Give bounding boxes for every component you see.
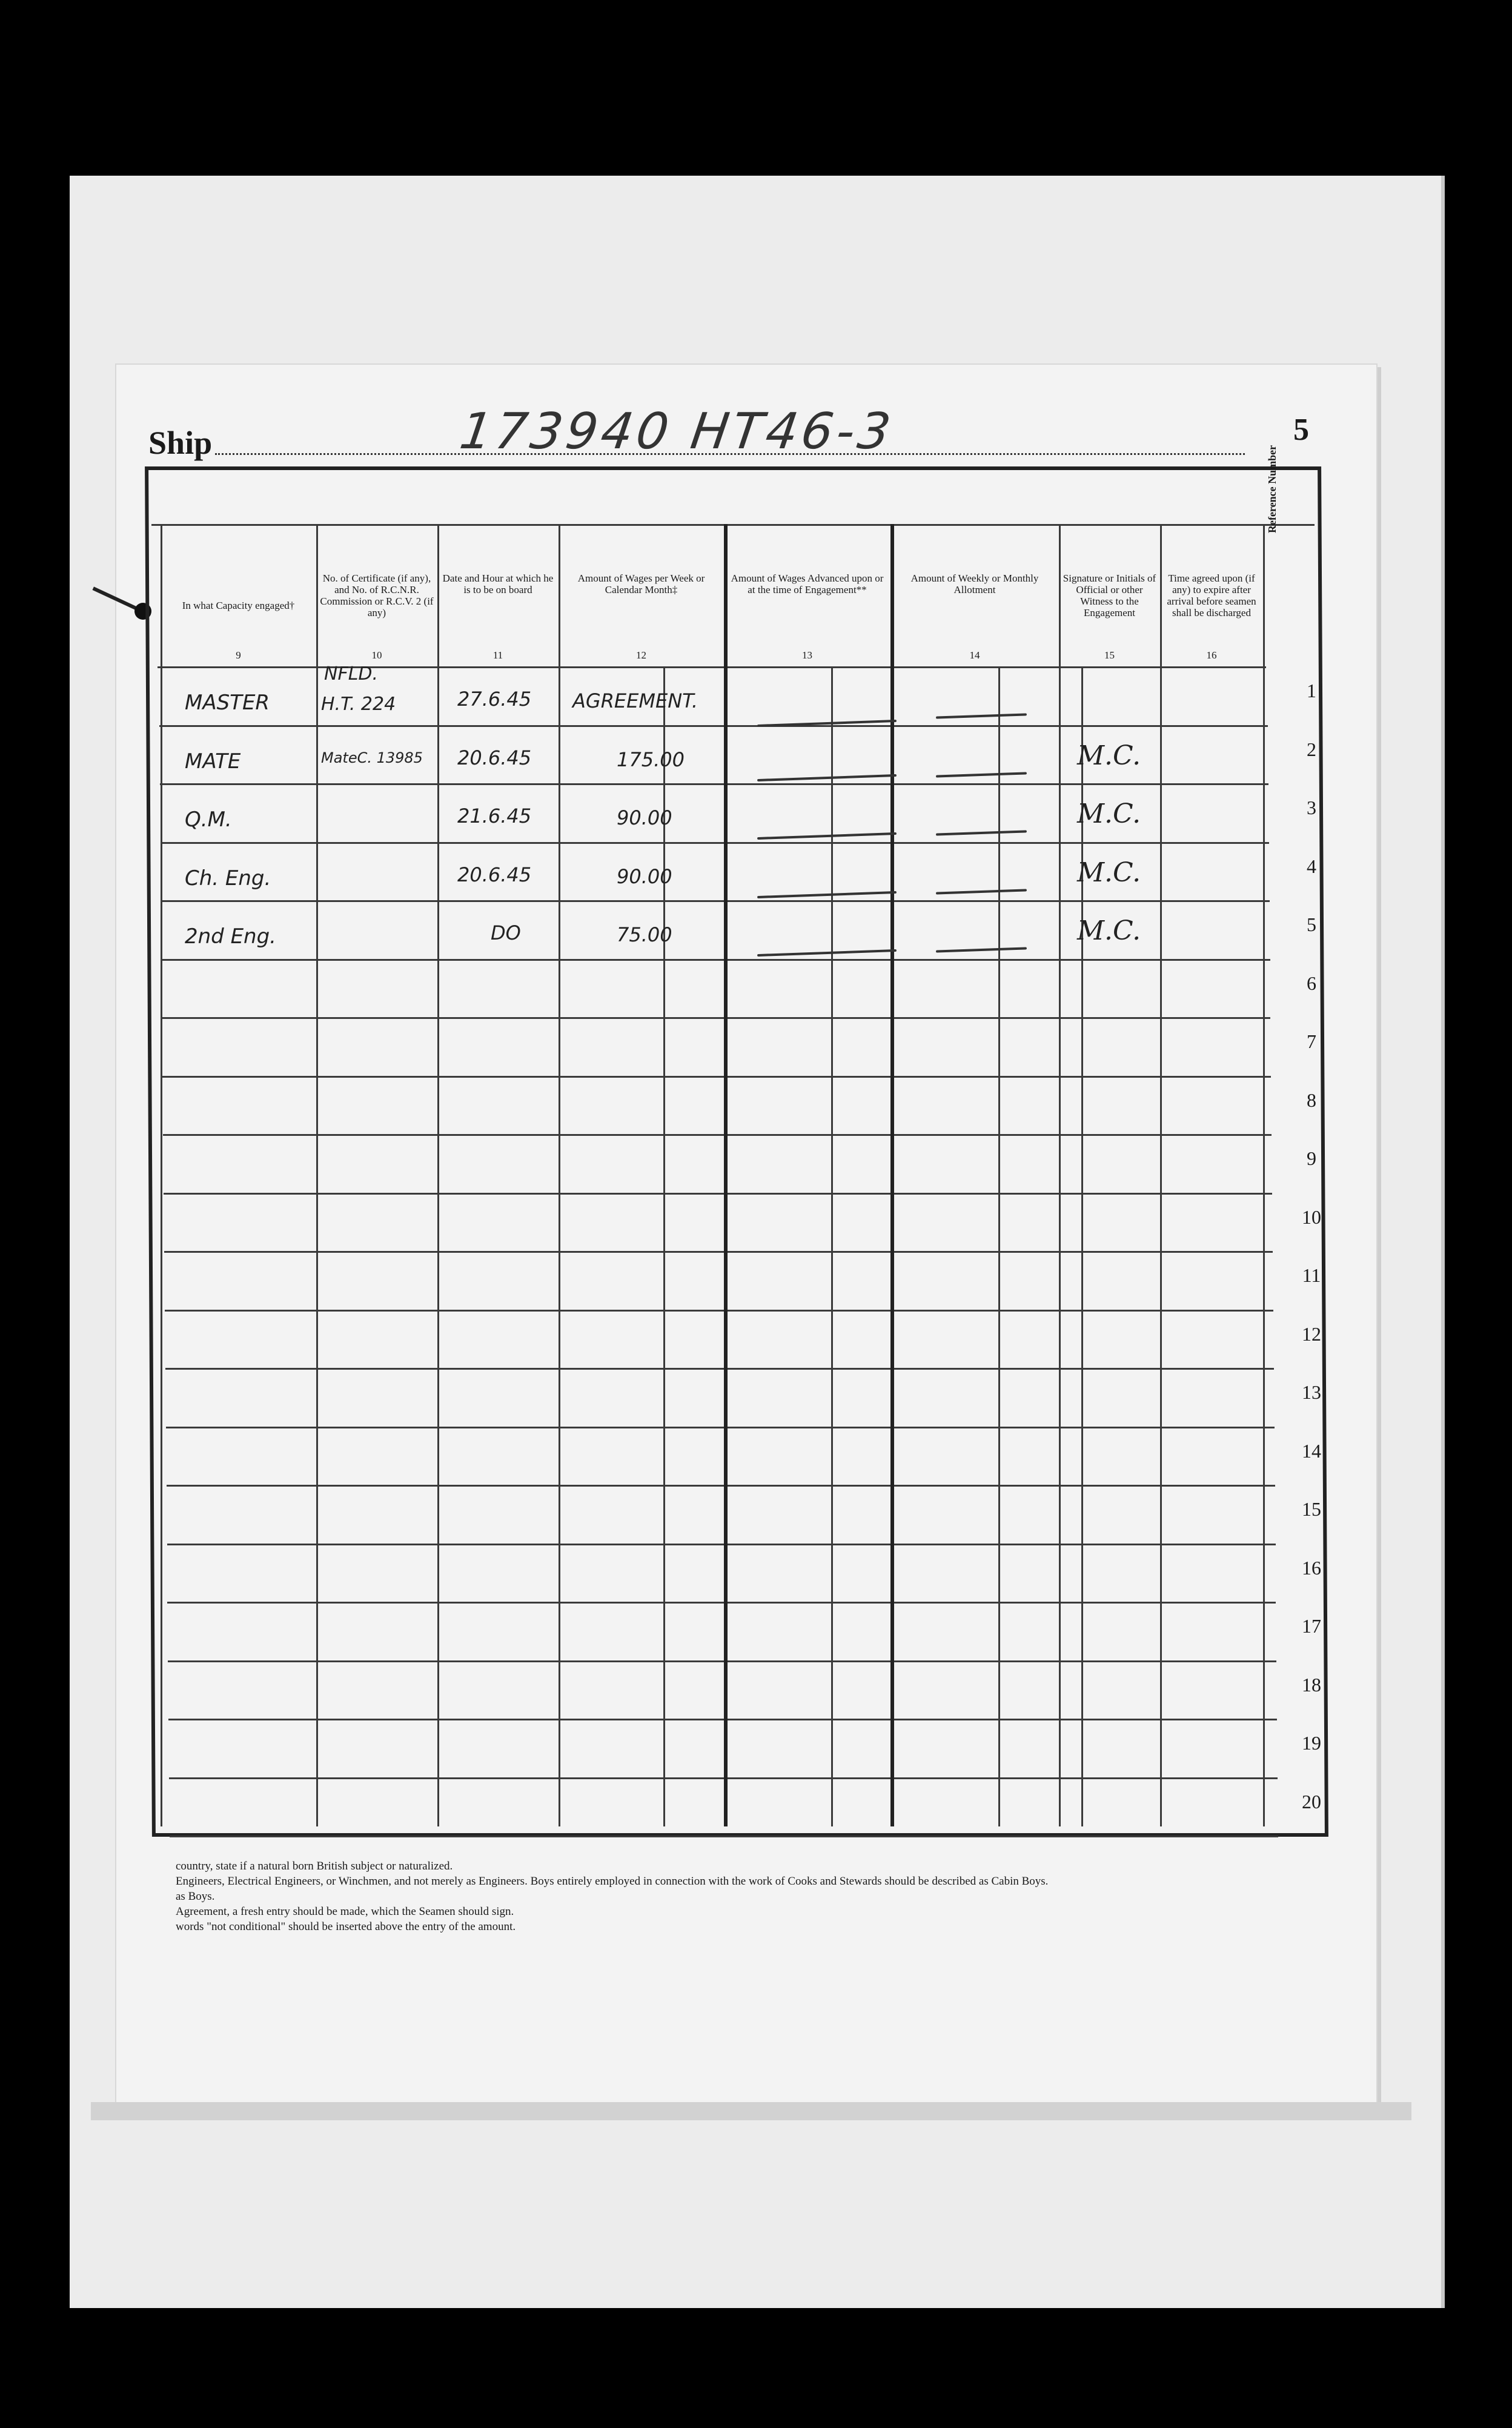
footnote-4: Agreement, a fresh entry should be made, which the Seamen should sign. bbox=[176, 1905, 514, 1918]
reference-number: 1 bbox=[1307, 680, 1316, 702]
row-line bbox=[160, 783, 1268, 785]
reference-number: 4 bbox=[1307, 855, 1316, 877]
reference-number: 19 bbox=[1302, 1732, 1321, 1754]
date-entry: DO bbox=[491, 921, 521, 944]
wages-entry: 175.00 bbox=[617, 748, 685, 771]
reference-number: 9 bbox=[1307, 1147, 1316, 1169]
row-line bbox=[165, 1310, 1273, 1312]
row-line bbox=[170, 1836, 1278, 1837]
header-top-line bbox=[151, 524, 1315, 526]
reference-number: 5 bbox=[1307, 914, 1316, 935]
certificate-entry-line1: NFLD. bbox=[324, 663, 379, 685]
reference-number: 15 bbox=[1302, 1498, 1321, 1520]
date-entry: 20.6.45 bbox=[457, 746, 532, 769]
witness-initials: M.C. bbox=[1077, 798, 1141, 829]
reference-number: 11 bbox=[1302, 1264, 1321, 1286]
reference-number: 18 bbox=[1302, 1673, 1321, 1696]
footnote-5: words "not conditional" should be inserted above the entry of the amount. bbox=[176, 1920, 516, 1933]
footnote-1: country, state if a natural born British subject or naturalized. bbox=[176, 1860, 453, 1872]
column-number: 15 bbox=[1104, 649, 1115, 661]
column-line bbox=[1059, 524, 1061, 1826]
capacity-entry: 2nd Eng. bbox=[185, 924, 276, 949]
date-entry: 27.6.45 bbox=[457, 688, 532, 711]
wages-entry: 90.00 bbox=[617, 864, 672, 888]
column-heading: Amount of Wages per Week or Calendar Month‡ bbox=[577, 572, 705, 595]
column-line bbox=[1160, 524, 1162, 1826]
reference-number: 3 bbox=[1307, 797, 1316, 818]
reference-number-label: Reference Number bbox=[1266, 445, 1278, 533]
sub-column-line bbox=[998, 666, 1000, 1826]
witness-initials: M.C. bbox=[1077, 915, 1141, 946]
capacity-entry: MATE bbox=[185, 749, 241, 774]
capacity-entry: Q.M. bbox=[185, 808, 232, 832]
row-line bbox=[164, 1193, 1272, 1195]
row-line bbox=[167, 1485, 1275, 1487]
column-number: 11 bbox=[492, 649, 503, 661]
sub-column-line bbox=[831, 666, 833, 1826]
row-line bbox=[159, 725, 1268, 727]
row-line bbox=[168, 1719, 1277, 1720]
reference-number: 2 bbox=[1307, 738, 1316, 760]
column-number: 16 bbox=[1206, 649, 1217, 661]
witness-initials: M.C. bbox=[1077, 857, 1141, 888]
crew-table-frame bbox=[145, 466, 1328, 1837]
date-entry: 21.6.45 bbox=[457, 804, 532, 828]
row-line bbox=[161, 900, 1270, 902]
column-line bbox=[437, 524, 439, 1826]
row-line bbox=[167, 1602, 1276, 1604]
wages-entry: AGREEMENT. bbox=[572, 689, 698, 712]
ship-label: Ship bbox=[148, 425, 213, 461]
column-heading: Amount of Weekly or Monthly Allotment bbox=[910, 572, 1039, 595]
column-line bbox=[724, 524, 728, 1826]
wages-entry: 75.00 bbox=[617, 923, 672, 946]
row-line bbox=[161, 842, 1269, 844]
wages-entry: 90.00 bbox=[617, 806, 672, 829]
certificate-entry: MateC. 13985 bbox=[321, 749, 423, 766]
ship-number-handwritten: 173940 HT46-3 bbox=[456, 403, 898, 460]
sub-column-line bbox=[1081, 666, 1083, 1826]
column-line bbox=[1263, 524, 1265, 1826]
row-line bbox=[168, 1660, 1276, 1662]
column-heading: Time agreed upon (if any) to expire after arrival before seamen shall be discharged bbox=[1167, 572, 1256, 619]
capacity-entry: Ch. Eng. bbox=[185, 866, 271, 891]
footnote-2: Engineers, Electrical Engineers, or Winchmen, and not merely as Engineers. Boys entirely employed in connection with the work of Cooks and Stewards should be described as Cabin Boys. bbox=[176, 1875, 1049, 1888]
date-entry: 20.6.45 bbox=[457, 863, 532, 886]
column-heading: Signature or Initials of Official or other Witness to the Engagement bbox=[1063, 572, 1156, 619]
certificate-entry: H.T. 224 bbox=[321, 694, 396, 715]
reference-number: 12 bbox=[1302, 1322, 1321, 1345]
column-number: 10 bbox=[371, 649, 382, 661]
footnotes bbox=[176, 1859, 1315, 1934]
row-line bbox=[162, 1076, 1271, 1078]
reference-number: 10 bbox=[1302, 1206, 1321, 1228]
reference-number: 8 bbox=[1307, 1089, 1316, 1111]
column-number: 14 bbox=[969, 649, 980, 661]
row-line bbox=[167, 1544, 1276, 1545]
row-line bbox=[163, 1134, 1272, 1136]
column-number: 12 bbox=[636, 649, 646, 661]
reference-number: 7 bbox=[1307, 1030, 1316, 1052]
row-line bbox=[166, 1427, 1275, 1428]
column-line bbox=[316, 524, 318, 1826]
capacity-entry: MASTER bbox=[185, 691, 270, 715]
column-line bbox=[161, 524, 162, 1826]
column-heading: Amount of Wages Advanced upon or at the time of Engagement** bbox=[731, 572, 884, 595]
reference-number: 16 bbox=[1302, 1556, 1321, 1579]
footnote-3: as Boys. bbox=[176, 1890, 215, 1903]
row-line bbox=[165, 1368, 1274, 1370]
column-heading: Date and Hour at which he is to be on board bbox=[442, 572, 554, 595]
column-heading: In what Capacity engaged† bbox=[182, 600, 295, 611]
column-number: 9 bbox=[236, 649, 241, 661]
column-line bbox=[559, 524, 560, 1826]
page-number: 5 bbox=[1293, 413, 1309, 447]
reference-number: 13 bbox=[1302, 1381, 1321, 1403]
sheet-fold bbox=[91, 2102, 1411, 2120]
witness-initials: M.C. bbox=[1077, 740, 1141, 771]
sub-column-line bbox=[663, 666, 665, 1826]
row-line bbox=[162, 959, 1270, 961]
column-number: 13 bbox=[802, 649, 812, 661]
reference-number: 20 bbox=[1302, 1790, 1321, 1813]
reference-number: 14 bbox=[1302, 1439, 1321, 1462]
column-heading: No. of Certificate (if any), and No. of R.C.N.R. Commission or R.C.V. 2 (if any) bbox=[320, 572, 434, 619]
reference-number: 17 bbox=[1302, 1615, 1321, 1637]
row-line bbox=[164, 1251, 1273, 1253]
reference-number: 6 bbox=[1307, 972, 1316, 994]
row-line bbox=[162, 1017, 1270, 1019]
